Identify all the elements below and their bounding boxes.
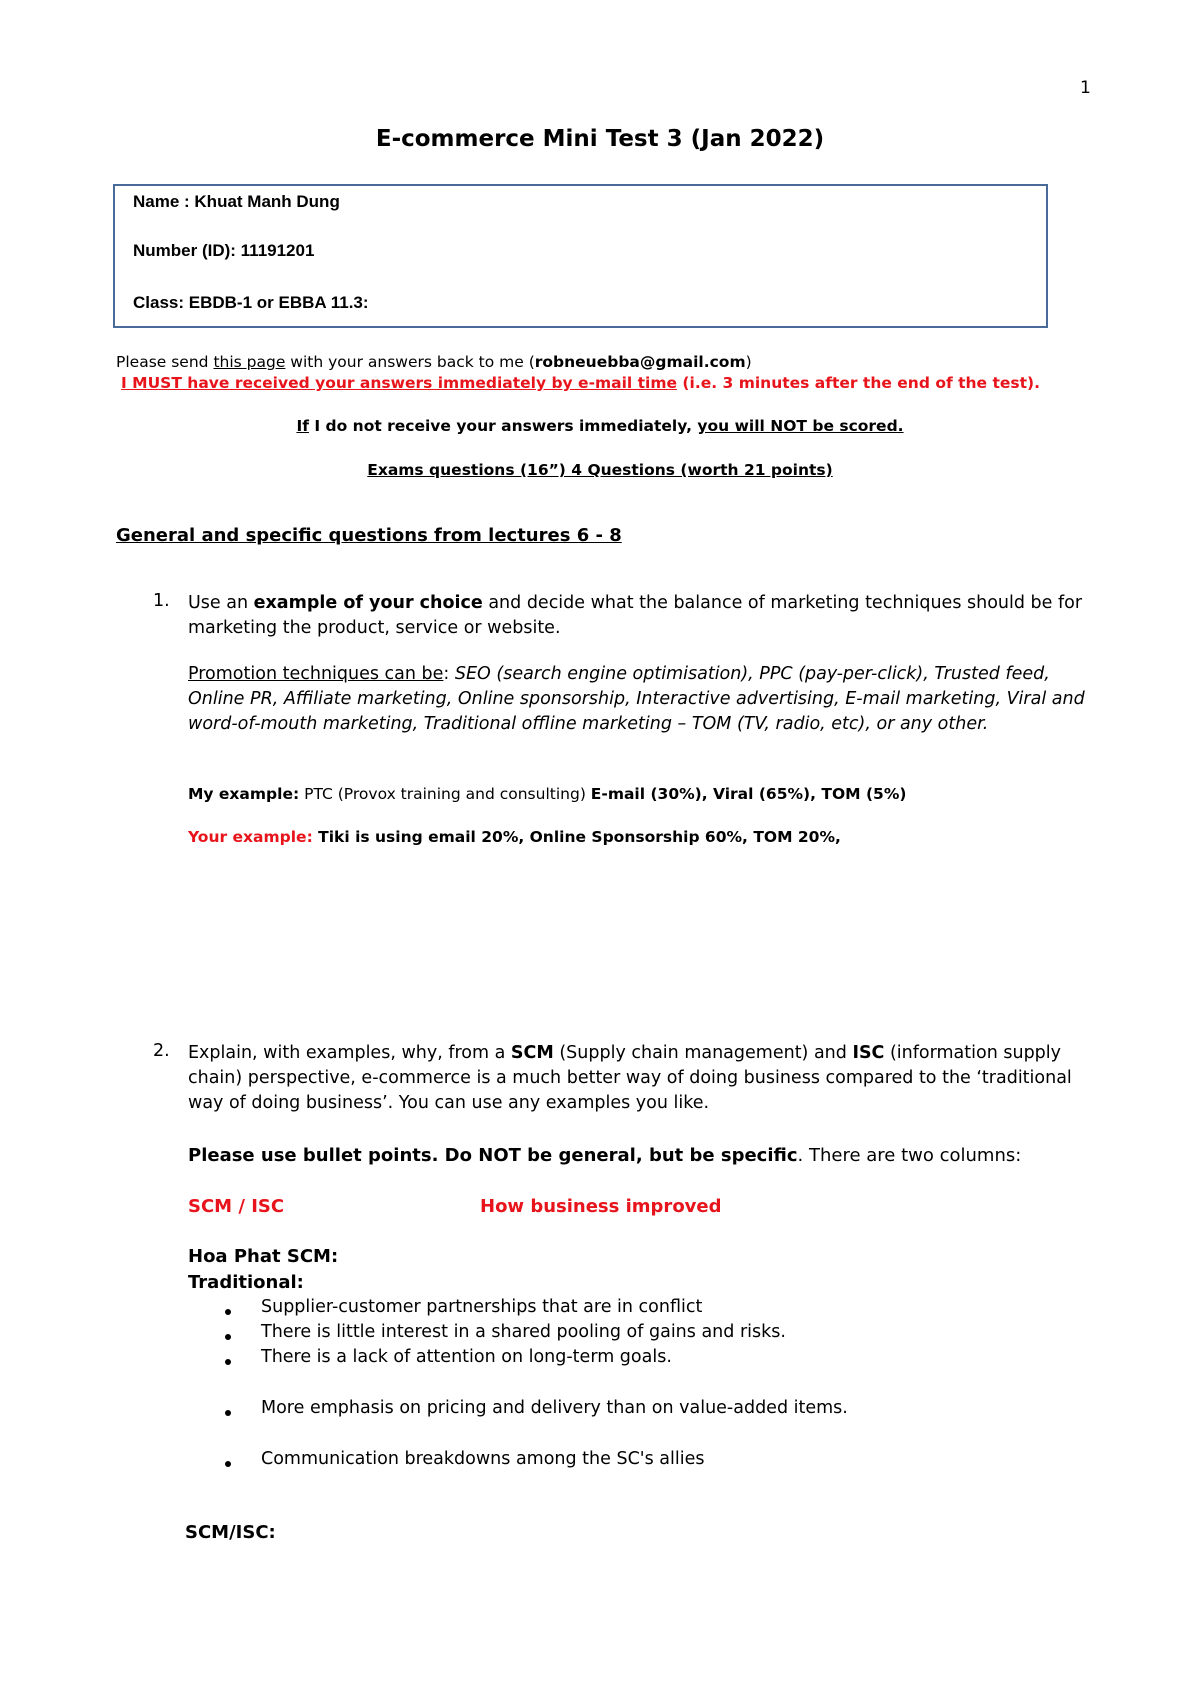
- promo-list: SEO (search engine optimisation), PPC (pay-per-click), Trusted feed, Online PR, Affiliate marketing, Online sponsorship, Interactive advertising, E-mail marketing, Viral and word-of-mouth marketing, Traditional offline marketing – TOM (TV, radio, etc), or any other.: [188, 664, 1085, 734]
- list-item: Communication breakdowns among the SC's allies: [261, 1449, 705, 1469]
- page-number: 1: [1080, 78, 1091, 98]
- q2-t3: (information supply chain) perspective, e-commerce is a much better way of doing business compared to the ‘traditional way of doing business’. You can use any examples you like.: [188, 1043, 1072, 1113]
- q2-t1: Explain, with examples, why, from a: [188, 1043, 511, 1063]
- q2-t2: (Supply chain management) and: [553, 1043, 853, 1063]
- not-scored: you will NOT be scored.: [697, 417, 904, 435]
- your-example-answer: Tiki is using email 20%, Online Sponsorship 60%, TOM 20%,: [312, 828, 841, 846]
- my-example-plain: PTC (Provox training and consulting): [299, 785, 591, 803]
- q2-isc: ISC: [852, 1043, 885, 1063]
- send-middle: with your answers back to me (: [285, 353, 535, 371]
- bullet-icon: [225, 1410, 231, 1416]
- send-prefix: Please send: [116, 353, 214, 371]
- question-2-number: 2.: [153, 1041, 170, 1061]
- list-item: There is little interest in a shared pooling of gains and risks.: [261, 1322, 786, 1342]
- bullet-instruction-rest: . There are two columns:: [797, 1145, 1022, 1166]
- your-example: [188, 828, 841, 846]
- bullet-icon: [225, 1461, 231, 1467]
- bullet-icon: [225, 1309, 231, 1315]
- bullet-icon: [225, 1359, 231, 1365]
- student-name: Name : Khuat Manh Dung: [133, 192, 340, 211]
- my-example-bold: E-mail (30%), Viral (65%), TOM (5%): [590, 785, 907, 803]
- section-heading: General and specific questions from lectures 6 - 8: [116, 525, 622, 546]
- q2-scm: SCM: [510, 1043, 554, 1063]
- your-example-label: Your example:: [188, 828, 313, 846]
- list-item: There is a lack of attention on long-term goals.: [261, 1347, 672, 1367]
- deadline-warning-underlined: I MUST have received your answers immediately by e-mail time: [121, 374, 678, 392]
- student-id: Number (ID): 11191201: [133, 241, 315, 260]
- scoring-middle: I do not receive your answers immediately,: [308, 417, 698, 435]
- send-instruction: [116, 353, 752, 371]
- document-title: E-commerce Mini Test 3 (Jan 2022): [375, 126, 825, 152]
- bullet-instruction-bold: Please use bullet points. Do NOT be general, but be specific: [188, 1145, 798, 1166]
- column-how-business-improved: How business improved: [480, 1196, 722, 1217]
- bullet-icon: [225, 1334, 231, 1340]
- send-suffix: ): [745, 353, 752, 371]
- column-scm-isc: SCM / ISC: [188, 1196, 285, 1217]
- q1-text-bold: example of your choice: [253, 593, 483, 613]
- student-info-box: [113, 184, 1048, 328]
- scoring-warning: [0, 417, 1200, 435]
- promo-colon: :: [443, 664, 455, 684]
- promo-label: Promotion techniques can be: [188, 664, 444, 684]
- hoa-phat-scm: Hoa Phat SCM:: [188, 1246, 339, 1267]
- list-item: Supplier-customer partnerships that are in conflict: [261, 1297, 703, 1317]
- list-item: More emphasis on pricing and delivery than on value-added items.: [261, 1398, 848, 1418]
- my-example-label: My example:: [188, 785, 300, 803]
- q1-text-pre: Use an: [188, 593, 254, 613]
- exam-questions-line: Exams questions (16”) 4 Questions (worth 21 points): [367, 461, 833, 479]
- question-1-number: 1.: [153, 591, 170, 611]
- question-2-text: [188, 1041, 1098, 1116]
- scm-isc-label: SCM/ISC:: [185, 1522, 276, 1543]
- deadline-warning-rest: (i.e. 3 minutes after the end of the test).: [677, 374, 1040, 392]
- my-example: [188, 785, 906, 803]
- promotion-techniques: [188, 662, 1088, 737]
- traditional-label: Traditional:: [188, 1272, 304, 1293]
- student-class: Class: EBDB-1 or EBBA 11.3:: [133, 293, 369, 312]
- bullet-instruction: [188, 1145, 1021, 1166]
- email-address: robneuebba@gmail.com: [534, 353, 746, 371]
- deadline-warning: [121, 374, 1040, 392]
- q1-text-post: and decide what the balance of marketing techniques should be for marketing the product, service or website.: [188, 593, 1083, 638]
- if-word: If: [296, 417, 309, 435]
- question-1-text: [188, 591, 1098, 641]
- this-page-link: this page: [213, 353, 286, 371]
